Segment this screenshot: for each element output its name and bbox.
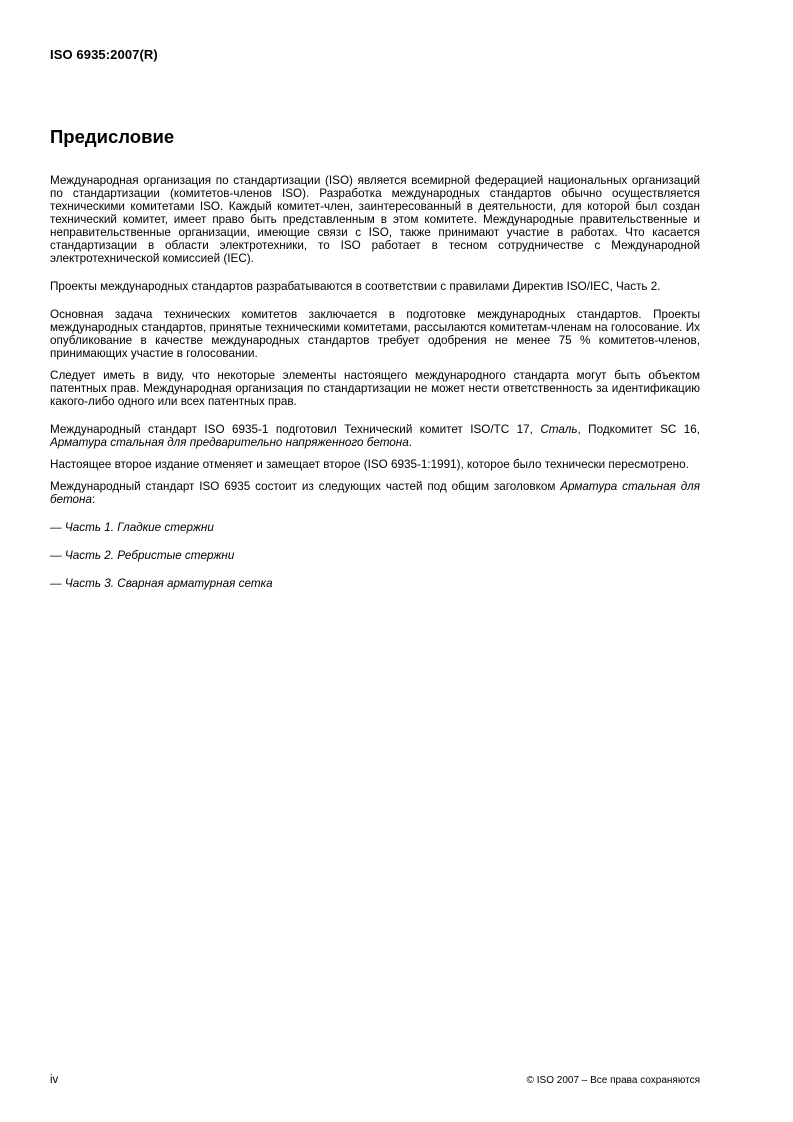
list-item-part-1: — Часть 1. Гладкие стержни bbox=[50, 521, 214, 534]
prepared-by-text-2: , Подкомитет SC 16, bbox=[577, 423, 700, 436]
prepared-by-text-1: Международный стандарт ISO 6935-1 подготовил Технический комитет ISO/TC 17, bbox=[50, 423, 541, 436]
prepared-by-text-3: . bbox=[408, 436, 412, 449]
list-item-part-3: — Часть 3. Сварная арматурная сетка bbox=[50, 577, 273, 590]
subcommittee-name: Арматура стальная для предварительно напряженного бетона bbox=[50, 436, 409, 449]
copyright-notice: © ISO 2007 – Все права сохраняются bbox=[526, 1075, 700, 1086]
list-item-part-2: — Часть 2. Ребристые стержни bbox=[50, 549, 235, 562]
paragraph-iso-iec-directives: Проекты международных стандартов разрабатываются в соответствии с правилами Директив ISO/IEC, Часть 2. bbox=[50, 280, 661, 293]
paragraph-iso-organization: Международная организация по стандартизации (ISO) является всемирной федерацией национальных организаций по стандартизации (комитетов-членов ISO). Разработка международных стандартов обычно осуществляется техническими комитетами ISO. Каждый комитет-член, заинтересованный в деятельности, для которой был создан технический комитет, имеет право быть представленным в этом комитете. Международные правительственные и неправительственные организации, имеющие связи с ISO, также принимают участие в работах. Что касается стандартизации в области электротехники, то ISO работает в тесном сотрудничестве с Международной электротехнической комиссией (IEC). bbox=[50, 174, 700, 265]
document-body bbox=[50, 126, 700, 605]
committee-name-steel: Сталь bbox=[540, 423, 578, 436]
general-title: Арматура стальная для бетона bbox=[50, 480, 700, 506]
paragraph-parts-intro bbox=[50, 480, 700, 506]
paragraph-patent-rights: Следует иметь в виду, что некоторые элементы настоящего международного стандарта могут быть объектом патентных прав. Международная организация по стандартизации не может нести ответственность за идентификацию какого-либо одного или всех патентных прав. bbox=[50, 369, 700, 408]
page-title: Предисловие bbox=[50, 126, 175, 147]
paragraph-edition-note: Настоящее второе издание отменяет и замещает второе (ISO 6935-1:1991), которое было технически пересмотрено. bbox=[50, 458, 689, 471]
parts-intro-text-1: Международный стандарт ISO 6935 состоит из следующих частей под общим заголовком bbox=[50, 480, 561, 493]
page-header-standard-id: ISO 6935:2007(R) bbox=[50, 47, 158, 62]
page-number: iv bbox=[50, 1074, 59, 1086]
paragraph-technical-committees-task: Основная задача технических комитетов заключается в подготовке международных стандартов. Проекты международных стандартов, принятые техническими комитетами, рассылаются комитетам-членам на голосование. Их опубликование в качестве международных стандартов требует одобрения не менее 75 % комитетов-членов, принимающих участие в голосовании. bbox=[50, 308, 700, 360]
paragraph-prepared-by bbox=[50, 423, 700, 449]
parts-intro-text-2: : bbox=[91, 493, 96, 506]
